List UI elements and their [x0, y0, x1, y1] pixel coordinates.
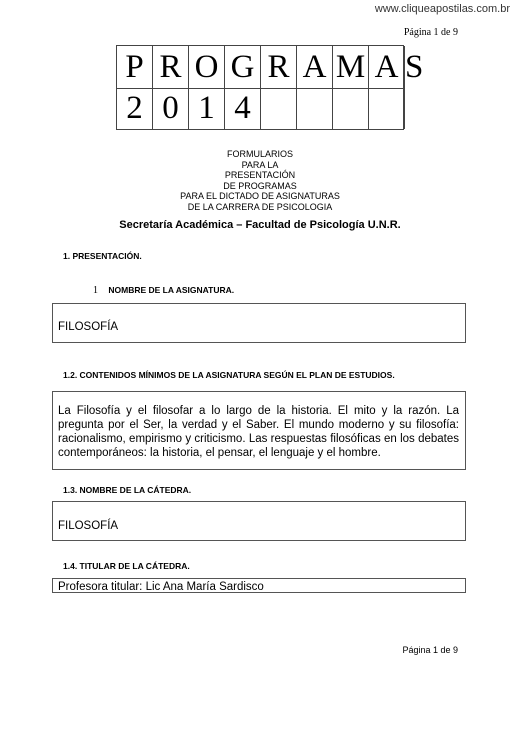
forms-line: PARA EL DICTADO DE ASIGNATURAS: [180, 191, 340, 201]
section-1-heading: 1. PRESENTACIÓN.: [63, 251, 142, 261]
year-digit: 2: [117, 87, 153, 129]
section-1-3-heading: 1.3. NOMBRE DE LA CÁTEDRA.: [63, 485, 192, 495]
empty-cell: [333, 87, 369, 129]
forms-line: FORMULARIOS: [226, 149, 293, 159]
title-letter: P: [117, 46, 153, 88]
empty-cell: [369, 87, 405, 129]
forms-line: DE PROGRAMAS: [223, 180, 297, 191]
catedra-box: [52, 501, 466, 541]
title-letter: S: [405, 48, 424, 85]
page-number-bottom: Página 1 de 9: [402, 645, 458, 655]
title-letter: A: [297, 46, 333, 88]
forms-heading: [0, 149, 520, 212]
title-letter: G: [225, 46, 261, 88]
asignatura-value: FILOSOFÍA: [58, 321, 119, 333]
contenidos-value: La Filosofía y el filosofar a lo largo de la historia. El mito y la razón. La pregunta por el Ser, la verdad y el Saber. El mundo moderno y su filosofía: racionalismo, empirismo y criticismo. Las respuestas filosóficas en los debates contemporáneos: la historia, el pensar, el lenguaje y el hombre.: [58, 405, 459, 459]
title-letter: O: [189, 46, 225, 88]
title-grid: [116, 45, 424, 89]
catedra-value: FILOSOFÍA: [58, 520, 119, 532]
forms-line: PARA LA: [241, 159, 279, 170]
watermark: www.cliqueapostilas.com.br: [374, 3, 510, 15]
section-1-1-number: 1: [93, 285, 98, 296]
contenidos-box: [52, 391, 466, 470]
forms-line: PRESENTACIÓN: [224, 170, 296, 180]
asignatura-box: [52, 303, 466, 343]
title-letter: R: [261, 46, 297, 88]
year-digit: 0: [153, 87, 189, 129]
title-letter: R: [153, 46, 189, 88]
empty-cell: [297, 87, 333, 129]
section-1-2-heading: 1.2. CONTENIDOS MÍNIMOS DE LA ASIGNATURA SEGÚN EL PLAN DE ESTUDIOS.: [63, 370, 395, 380]
titular-value: Profesora titular: Lic Ana María Sardisco: [58, 581, 264, 593]
empty-cell: [261, 87, 297, 129]
section-1-1-heading: [93, 285, 234, 296]
section-1-4-heading: 1.4. TITULAR DE LA CÁTEDRA.: [63, 561, 190, 571]
title-letter: A: [369, 46, 405, 88]
forms-line: DE LA CARRERA DE PSICOLOGIA: [187, 201, 333, 212]
year-grid: [116, 87, 404, 130]
title-letter: M: [333, 46, 369, 88]
page-number-top: Página 1 de 9: [403, 27, 458, 38]
year-digit: 4: [225, 87, 261, 129]
secretaria-heading: Secretaría Académica – Facultad de Psicología U.N.R.: [119, 219, 401, 231]
section-1-1-label: NOMBRE DE LA ASIGNATURA.: [108, 285, 235, 295]
year-digit: 1: [189, 87, 225, 129]
titular-box: [52, 578, 466, 593]
